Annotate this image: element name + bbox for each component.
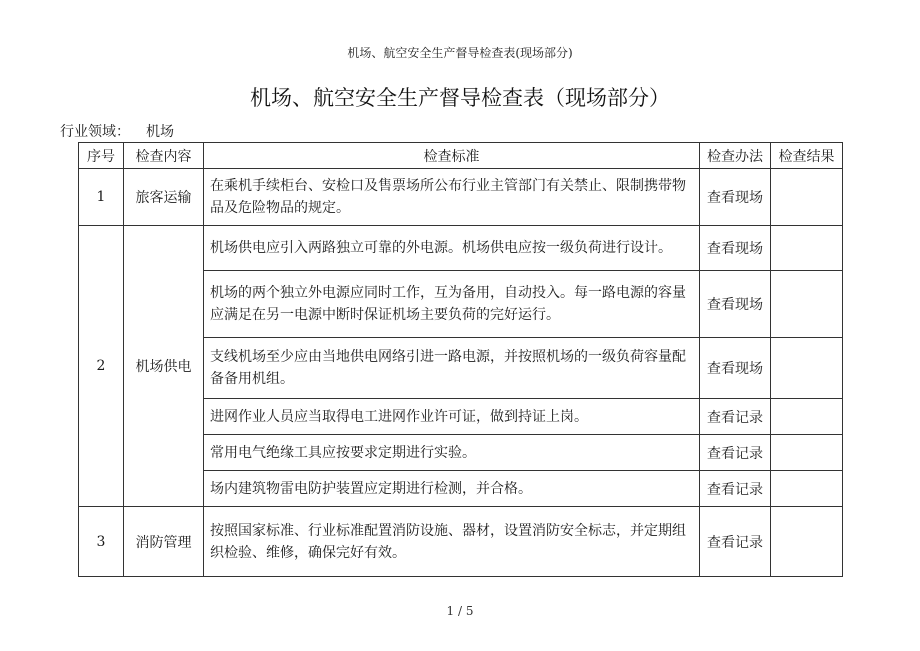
item-result[interactable] bbox=[771, 226, 843, 271]
item-standard: 进网作业人员应当取得电工进网作业许可证，做到持证上岗。 bbox=[204, 399, 700, 435]
item-standard: 按照国家标准、行业标准配置消防设施、器材，设置消防安全标志，并定期组织检验、维修，确保完好有效。 bbox=[204, 507, 700, 577]
industry-line bbox=[60, 121, 174, 141]
item-result[interactable] bbox=[771, 399, 843, 435]
column-header-result: 检查结果 bbox=[771, 143, 843, 169]
item-method: 查看记录 bbox=[700, 435, 771, 471]
item-standard: 在乘机手续柜台、安检口及售票场所公布行业主管部门有关禁止、限制携带物品及危险物品的规定。 bbox=[204, 169, 700, 226]
item-standard: 机场的两个独立外电源应同时工作，互为备用，自动投入。每一路电源的容量应满足在另一电源中断时保证机场主要负荷的完好运行。 bbox=[204, 271, 700, 338]
item-result[interactable] bbox=[771, 471, 843, 507]
item-standard: 机场供电应引入两路独立可靠的外电源。机场供电应按一级负荷进行设计。 bbox=[204, 226, 700, 271]
item-result[interactable] bbox=[771, 169, 843, 226]
running-header: 机场、航空安全生产督导检查表(现场部分) bbox=[347, 46, 573, 60]
industry-label: 行业领域： bbox=[60, 124, 130, 140]
item-method: 查看记录 bbox=[700, 399, 771, 435]
column-header-standard: 检查标准 bbox=[204, 143, 700, 169]
item-method: 查看记录 bbox=[700, 471, 771, 507]
column-header-method: 检查办法 bbox=[700, 143, 771, 169]
table-header-row bbox=[79, 143, 843, 169]
item-result[interactable] bbox=[771, 271, 843, 338]
item-result[interactable] bbox=[771, 507, 843, 577]
item-number: 2 bbox=[79, 226, 124, 507]
item-method: 查看现场 bbox=[700, 271, 771, 338]
inspection-table bbox=[78, 142, 843, 577]
item-standard: 支线机场至少应由当地供电网络引进一路电源，并按照机场的一级负荷容量配备备用机组。 bbox=[204, 338, 700, 399]
industry-value: 机场 bbox=[146, 124, 174, 140]
page-title: 机场、航空安全生产督导检查表（现场部分） bbox=[250, 86, 670, 110]
item-standard: 场内建筑物雷电防护装置应定期进行检测，并合格。 bbox=[204, 471, 700, 507]
table-row bbox=[79, 169, 843, 226]
item-method: 查看现场 bbox=[700, 338, 771, 399]
item-method: 查看现场 bbox=[700, 226, 771, 271]
item-number: 3 bbox=[79, 507, 124, 577]
column-header-no: 序号 bbox=[79, 143, 124, 169]
item-content: 消防管理 bbox=[124, 507, 204, 577]
item-content: 旅客运输 bbox=[124, 169, 204, 226]
column-header-content: 检查内容 bbox=[124, 143, 204, 169]
item-number: 1 bbox=[79, 169, 124, 226]
table-row bbox=[79, 226, 843, 271]
item-standard: 常用电气绝缘工具应按要求定期进行实验。 bbox=[204, 435, 700, 471]
table-row bbox=[79, 507, 843, 577]
item-method: 查看现场 bbox=[700, 169, 771, 226]
item-method: 查看记录 bbox=[700, 507, 771, 577]
item-result[interactable] bbox=[771, 338, 843, 399]
page-number: 1 / 5 bbox=[446, 604, 474, 618]
item-content: 机场供电 bbox=[124, 226, 204, 507]
item-result[interactable] bbox=[771, 435, 843, 471]
